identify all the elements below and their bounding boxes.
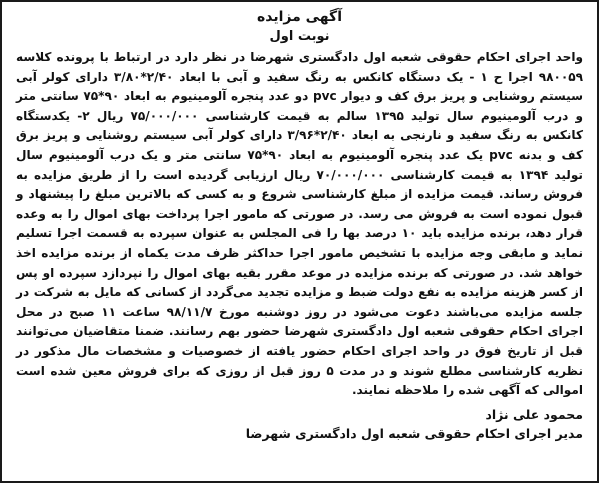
signature-block	[16, 405, 583, 443]
notice-title: آگهی مزایده	[256, 9, 342, 25]
notice-body: واحد اجرای احکام حقوقی شعبه اول دادگستری شهرضا در نظر دارد در ارتباط با پرونده کلاسه ۹۸۰۰۵۹ اجرا ح ۱ - یک دستگاه کانکس به رنگ سفید و آبی با ابعاد ۲/۴۰*۳/۸۰ دارای کولر آبی سیستم روشنایی و پریز برق کف و دیوار pvc دو عدد پنجره آلومینیوم به ابعاد ۹۰*۷۵ سانتی متر و درب آلومینیوم سال تولید ۱۳۹۵ سالم به قیمت کارشناسی ۷۵/۰۰۰/۰۰۰ ریال ۲- یکدستگاه کانکس به رنگ سفید و نارنجی به ابعاد ۲/۴۰*۳/۹۶ دارای کولر آبی سیستم روشنایی و پریز برق کف و بدنه pvc یک عدد پنجره آلومینیوم به ابعاد ۹۰*۷۵ سانتی متر و یک درب آلومینیوم سال تولید ۱۳۹۴ به قیمت کارشناسی ۷۰/۰۰۰/۰۰۰ ریال ارزیابی گردیده است را از طریق مزایده به فروش رساند. قیمت مزایده از مبلغ کارشناسی شروع و به کسی که بالاترین مبلغ را پیشنهاد و قبول نموده است به فروش می رسد. در صورتی که مامور اجرا پرداخت بهای اموال را به وعده قرار دهد، برنده مزایده باید ۱۰ درصد بها را فی المجلس به عنوان سپرده به قسمت اجرا تسلیم نماید و مابقی وجه مزایده با تشخیص مامور اجرا حداکثر ظرف مدت یکماه از برنده مزایده اخذ خواهد شد. در صورتی که برنده مزایده در موعد مقرر بقیه بهای اموال را نپردازد سپرده او پس از کسر هزینه مزایده به نفع دولت ضبط و مزایده تجدید می‌گردد از کسانی که مایل به شرکت در جلسه مزایده می‌باشند دعوت می‌شود در روز دوشنبه مورخ ۹۸/۱۱/۷ ساعت ۱۱ صبح در محل اجرای احکام حقوقی شعبه اول دادگستری شهرضا حضور بهم رسانند. ضمنا متقاضیان می‌توانند قبل از تاریخ فوق در واحد اجرای احکام حضور یافته از خصوصیات و مشخصات مال مذکور در نظریه کارشناسی مطلع شوند و در مدت ۵ روز قبل از روزی که برای فروش معین شده است اموالی که آگهی شده را ملاحظه نمایند.	[16, 50, 584, 398]
signer-name: محمود علی نژاد	[485, 406, 583, 422]
notice-subtitle: نوبت اول	[269, 29, 330, 44]
signer-title: مدیر اجرای احکام حقوقی شعبه اول دادگستری شهرضا	[245, 425, 583, 441]
notice-header	[16, 8, 583, 46]
